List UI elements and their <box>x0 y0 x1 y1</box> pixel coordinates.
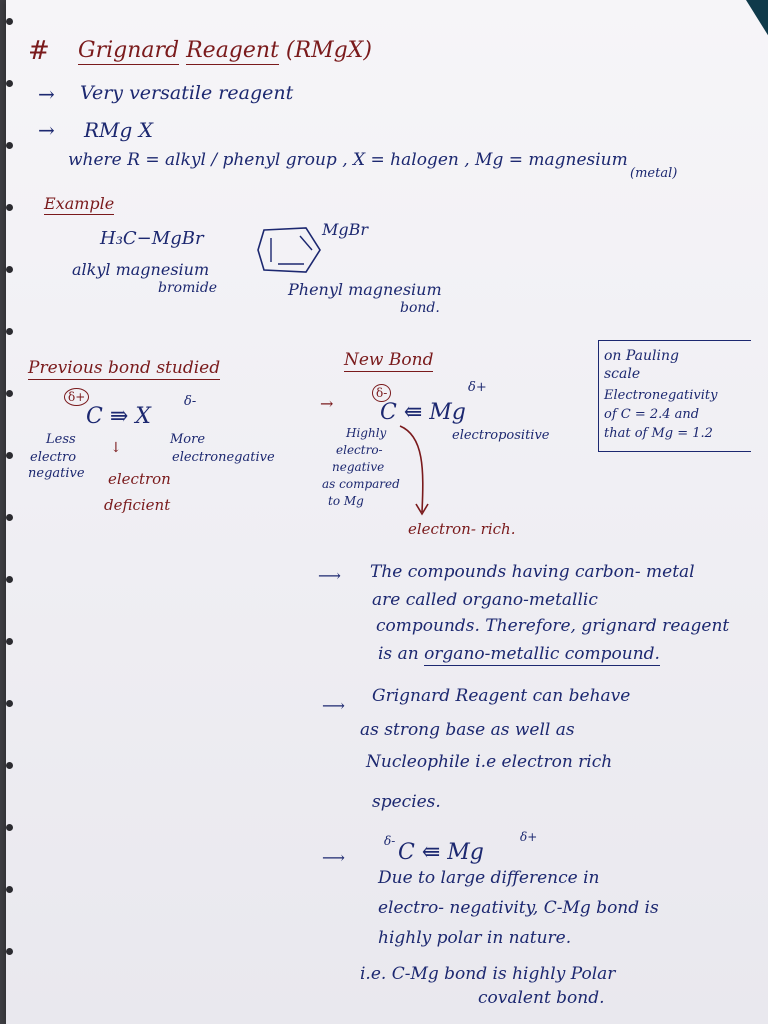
note-1-line-4 <box>378 644 660 664</box>
less-label: Less <box>46 432 76 447</box>
title-word-grignard: Grignard <box>78 38 180 63</box>
pauling-line-1: on Pauling <box>604 348 679 364</box>
note-2-line-4: species. <box>372 792 441 812</box>
arrow-icon: ⟶ <box>322 848 345 867</box>
arrow-icon: → <box>38 82 55 106</box>
delta-minus-circle: δ- <box>372 384 391 402</box>
binding-hole <box>6 576 13 583</box>
electro-label: electro- <box>336 443 383 457</box>
binding-hole <box>6 18 13 25</box>
delta-plus-label: δ+ <box>64 388 89 406</box>
curved-arrow-icon <box>396 420 436 520</box>
arrow-icon: → <box>320 394 334 413</box>
title-formula: (RMgX) <box>285 38 372 63</box>
note-1-prefix: is an <box>378 644 419 664</box>
note-2-line-3: Nucleophile i.e electron rich <box>366 752 613 772</box>
previous-bond-diagram: C ⇛ X <box>86 404 151 429</box>
as-compared-label: as compared <box>322 477 400 491</box>
pauling-line-5: that of Mg = 1.2 <box>604 426 713 441</box>
binding-hole <box>6 886 13 893</box>
note-3-line-3: highly polar in nature. <box>378 928 572 948</box>
pauling-line-3: Electronegativity <box>604 388 718 403</box>
electron-rich-label: electron- rich. <box>408 520 516 538</box>
intro-where-line: where R = alkyl / phenyl group , X = halogen , Mg = magnesium <box>68 150 628 170</box>
note-3-line-4: i.e. C-Mg bond is highly Polar <box>360 964 616 984</box>
binding-hole <box>6 700 13 707</box>
note-1-line-3: compounds. Therefore, grignard reagent <box>376 616 730 636</box>
binding-hole <box>6 266 13 273</box>
deficient-label: deficient <box>104 496 171 514</box>
arrow-icon: → <box>38 118 55 142</box>
note-3-line-5: covalent bond. <box>478 988 605 1008</box>
new-bond-diagram: C ⇚ Mg <box>380 400 466 425</box>
pauling-line-2: scale <box>604 366 641 382</box>
electron-label: electron <box>108 470 171 488</box>
note-3-delta-plus: δ+ <box>520 830 538 844</box>
example-2-name-line-2: bond. <box>400 300 440 316</box>
to-mg-label: to Mg <box>328 494 364 508</box>
delta-plus-label: δ+ <box>468 380 487 395</box>
electropositive-label: electropositive <box>452 428 550 443</box>
note-2-line-1: Grignard Reagent can behave <box>372 686 631 706</box>
intro-line-1: Very versatile reagent <box>80 82 294 104</box>
example-1-name-line-1: alkyl magnesium <box>72 260 210 279</box>
example-1-name-line-2: bromide <box>158 280 218 296</box>
intro-metal-note: (metal) <box>630 166 678 181</box>
electro-label: electro <box>30 450 77 465</box>
note-2-line-2: as strong base as well as <box>360 720 575 740</box>
negative-label: negative <box>28 466 85 481</box>
example-1-formula: H₃C−MgBr <box>100 228 204 249</box>
binding-hole <box>6 514 13 521</box>
hash-symbol: # <box>28 36 50 66</box>
down-arrow-icon: ↓ <box>110 440 122 456</box>
page-title <box>78 38 372 63</box>
binding-hole <box>6 452 13 459</box>
binding-hole <box>6 80 13 87</box>
binding-hole <box>6 390 13 397</box>
bookmark-ribbon <box>746 0 768 119</box>
delta-minus-label: δ- <box>184 394 197 409</box>
note-3-delta-minus: δ- <box>384 834 396 848</box>
binding-hole <box>6 762 13 769</box>
title-word-reagent: Reagent <box>186 38 279 63</box>
note-1-emphasis: organo-metallic compound. <box>424 644 660 664</box>
binding-hole <box>6 638 13 645</box>
previous-bond-heading: Previous bond studied <box>28 358 221 378</box>
intro-line-2: RMg X <box>84 118 153 142</box>
new-bond-heading: New Bond <box>344 350 434 370</box>
example-2-substituent: MgBr <box>322 220 369 239</box>
note-1-line-2: are called organo-metallic <box>372 590 598 610</box>
binding-hole <box>6 328 13 335</box>
binding-hole <box>6 824 13 831</box>
note-3-line-1: Due to large difference in <box>378 868 600 888</box>
note-1-line-1: The compounds having carbon- metal <box>370 562 695 582</box>
highly-label: Highly <box>346 426 387 440</box>
electronegative-label: electronegative <box>172 450 275 465</box>
more-label: More <box>170 432 206 447</box>
benzene-ring-icon <box>256 220 324 278</box>
arrow-icon: ⟶ <box>322 696 345 715</box>
binding-hole <box>6 142 13 149</box>
binding-hole <box>6 204 13 211</box>
example-2-name-line-1: Phenyl magnesium <box>288 280 442 299</box>
negative-label: negative <box>332 460 385 474</box>
note-3-diagram: C ⇚ Mg <box>398 840 484 865</box>
arrow-icon: ⟶ <box>318 566 341 585</box>
binding-hole <box>6 948 13 955</box>
pauling-line-4: of C = 2.4 and <box>604 407 700 422</box>
note-3-line-2: electro- negativity, C-Mg bond is <box>378 898 659 918</box>
example-heading: Example <box>44 194 115 213</box>
